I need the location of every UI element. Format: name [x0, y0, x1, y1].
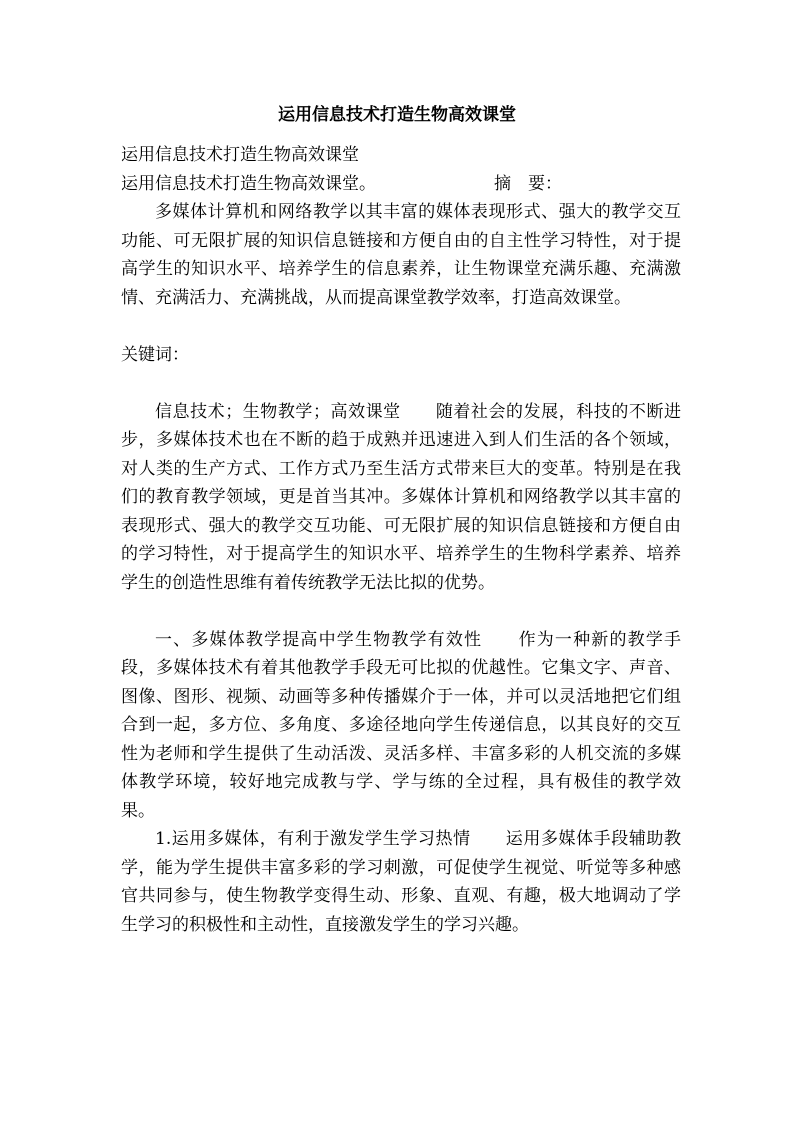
keywords-introduction-paragraph: 信息技术；生物教学；高效课堂 随着社会的发展，科技的不断进步，多媒体技术也在不断的趋于成熟并迅速进入到人们生活的各个领域，对人类的生产方式、工作方式乃至生活方式带来巨大的变革。特别是在我们的教育教学领域，更是首当其冲。多媒体计算机和网络教学以其丰富的表现形式、强大的教学交互功能、可无限扩展的知识信息链接和方便自由的学习特性，对于提高学生的知识水平、培养学生的生物科学素养、培养学生的创造性思维有着传统教学无法比拟的优势。 [121, 401, 681, 593]
abstract-label: 摘 要： [494, 173, 562, 194]
section-1-paragraph: 一、多媒体教学提高中学生物教学有效性 作为一种新的教学手段，多媒体技术有着其他教学手段无可比拟的优越性。它集文字、声音、图像、图形、视频、动画等多种传播媒介于一体，并可以灵活地把它们组合到一起，多方位、多角度、多途径地向学生传递信息，以其良好的交互性为老师和学生提供了生动活泼、灵活多样、丰富多彩的人机交流的多媒体教学环境，较好地完成教与学、学与练的全过程，具有极佳的教学效果。 [121, 629, 681, 821]
blank-line [121, 369, 681, 398]
title-abstract-line [121, 170, 681, 199]
keywords-label: 关键词： [121, 344, 189, 365]
document-title: 运用信息技术打造生物高效课堂 [278, 105, 516, 125]
repeated-title-with-period: 运用信息技术打造生物高效课堂。 [121, 173, 376, 194]
document-body [121, 141, 681, 939]
repeated-title-line: 运用信息技术打造生物高效课堂 [121, 145, 359, 165]
subsection-1-paragraph: 1.运用多媒体，有利于激发学生学习热情 运用多媒体手段辅助教学，能为学生提供丰富多彩的学习刺激，可促使学生视觉、听觉等多种感官共同参与，使生物教学变得生动、形象、直观、有趣，极大地调动了学生学习的积极性和主动性，直接激发学生的学习兴趣。 [121, 829, 681, 935]
blank-line [121, 597, 681, 626]
abstract-paragraph: 多媒体计算机和网络教学以其丰富的媒体表现形式、强大的教学交互功能、可无限扩展的知识信息链接和方便自由的自主性学习特性，对于提高学生的知识水平、培养学生的信息素养，让生物课堂充满乐趣、充满激情、充满活力、充满挑战，从而提高课堂教学效率，打造高效课堂。 [121, 202, 681, 308]
blank-line [121, 312, 681, 341]
